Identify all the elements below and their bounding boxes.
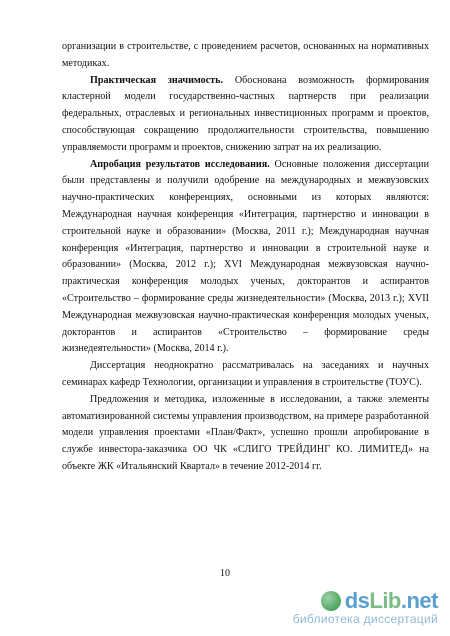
paragraph-text: Диссертация неоднократно рассматривалась на заседаниях и научных семинарах кафедр Технологии, организации и управления в строительстве (ТОУС). (62, 360, 429, 388)
watermark (293, 588, 438, 626)
paragraph-text: Основные положения диссертации были представлены и получили одобрение на международных и межвузовских научно-практических конференциях, основными из которых являются: Международная научная конференция «Интеграция, партнерство и инновации в строительной науке и образовании» (Москва, 2011 г.); Международная научная конференция «Интеграция, партнерство и инновации в строительной науке и образовании» (Москва, 2012 г.); XVI Международная межвузовская научно-практическая конференция молодых ученых, докторантов и аспирантов «Строительство – формирование среды жизнедеятельности» (Москва, 2013 г.); XVII Международная межвузовская научно-практическая конференция молодых ученых, докторантов и аспирантов «Строительство – формирование среды жизнедеятельности» (Москва, 2014 г.). (62, 158, 429, 355)
paragraph-continuation (62, 39, 429, 73)
watermark-subtitle: библиотека диссертаций (292, 612, 438, 626)
paragraph-approbation (62, 157, 429, 359)
paragraph-implementation (62, 392, 429, 476)
paragraph-text: Предложения и методика, изложенные в исследовании, а также элементы автоматизированной системы управления производством, на примере разработанной модели управления проектами «План/Факт», успешно прошли апробирование в службе инвестора-заказчика ОО ЧК «СЛИГО ТРЕЙДИНГ КО. ЛИМИТЕД» на объекте ЖК «Итальянский Квартал» в течение 2012-2014 гг. (62, 393, 429, 472)
paragraph-heading: Апробация результатов исследования. (90, 158, 270, 170)
watermark-brand: dsLib.net (344, 588, 438, 613)
page-number: 10 (220, 568, 230, 579)
logo-dot-icon (321, 591, 341, 611)
body-text (62, 39, 429, 476)
watermark-logo (293, 588, 438, 614)
paragraph-practical-significance (62, 73, 429, 157)
paragraph-heading: Практическая значимость. (90, 74, 223, 86)
paragraph-text: Обоснована возможность формирования кластерной модели государственно-частных партнерств при реализации федеральных, отраслевых и региональных инвестиционных программ и проектов, способствующая сокращению продолжительности строительства, повышению управляемости программ и проектов, снижению затрат на их реализацию. (62, 74, 429, 153)
paragraph-text: организации в строительстве, с проведением расчетов, основанных на нормативных методиках. (62, 41, 429, 69)
paragraph-seminars (62, 358, 429, 392)
